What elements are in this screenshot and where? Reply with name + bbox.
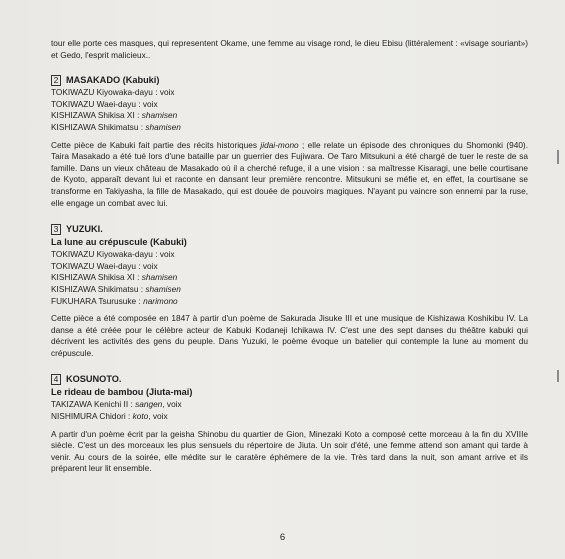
credit-line	[51, 411, 528, 423]
section-title: KOSUNOTO.	[66, 374, 122, 385]
performer-role: sangen	[135, 399, 163, 410]
section-masakado	[51, 74, 528, 209]
section-description	[51, 140, 528, 210]
performer-name: NISHIMURA Chidori :	[51, 411, 133, 422]
credits-list	[51, 399, 528, 422]
track-number-box: 3	[51, 224, 61, 235]
performer-name: TOKIWAZU Waei-dayu :	[51, 98, 143, 109]
performer-role: koto	[132, 411, 149, 422]
edge-mark	[557, 150, 559, 164]
credit-line	[51, 272, 528, 284]
section-heading	[51, 223, 528, 235]
credit-line	[51, 249, 528, 261]
section-description: A partir d'un poème écrit par la geisha Shinobu du quartier de Gion, Minezaki Koto a composé cette morceau à la fin du XVIIIe siècle. C'est un des morceaux les plus sensuels du répertoire de Jiuta. Un soir d'été, une femme attend son amant qui tarde à venir. Au cours de la soirée, elle médite sur le caratère éphémere de la vie. Très tard dans la nuit, son amant arrive et ils préparent leur lit ensemble.	[51, 428, 528, 474]
section-kosunoto	[51, 373, 528, 475]
edge-mark	[557, 370, 559, 382]
section-heading	[51, 74, 528, 86]
performer-role: voix	[159, 249, 175, 260]
section-title: YUZUKI.	[66, 224, 103, 235]
performer-role-suffix: , voix	[162, 399, 182, 410]
credit-line	[51, 110, 528, 122]
description-text: Cette pièce de Kabuki fait partie des récits historiques	[51, 139, 261, 150]
performer-role: shamisen	[141, 272, 178, 283]
intro-paragraph: tour elle porte ces masques, qui representent Okame, une femme au visage rond, le dieu Ebisu (littéralement : «visage souriant») et Gedo, l'esprit malicieux..	[51, 38, 528, 60]
section-subtitle: Le rideau de bambou (Jiuta-mai)	[51, 387, 193, 398]
section-description: Cette pièce a été composée en 1847 à partir d'un poème de Sakurada Jisuke III et une musique de Kishizawa Koshikibu IV. La danse a été créée pour le célèbre acteur de Kabuki Kodaneji Ichikawa IV. C'est une des sept danses du théâtre kabuki qui décrivent les activités des gens du peuple. Dans Yuzuki, le poème évoque un batelier qui contemple la lune au moment du crépuscule.	[51, 313, 528, 358]
track-number-box: 4	[51, 374, 61, 385]
page-edge-marks	[551, 90, 559, 490]
section-title: MASAKADO (Kabuki)	[66, 75, 160, 86]
section-heading	[51, 373, 528, 385]
credit-line	[51, 284, 528, 296]
performer-name: KISHIZAWA Shikimatsu :	[51, 283, 146, 294]
performer-role: voix	[159, 87, 175, 98]
section-yuzuki	[51, 223, 528, 359]
credit-line	[51, 99, 528, 111]
performer-role-suffix: , voix	[148, 411, 168, 422]
performer-role: narimono	[143, 295, 178, 306]
description-text: ; elle relate un épisode des chroniques du Shomonki (940). Taira Masakado a été tué lors d'une bataille par un guerrier des Fujiwara. Oe Taro Mitsukuni a été chargé de tuer le reste de sa famille. Dans un vieux château de Masakado où il a cherché refuge, il a une vision : sa maîtresse Kisaragi, une belle courtisane de Kyoto, apparaît devant lui et raconte en dansant leur première rencontre. Mitsukuni se méfie et, en effet, la courtisane se transforme en Takiyasha, la fille de Masakado, qui est douée de pouvoirs magiques. N'ayant pu vaincre son ennemi par la ruse, elle engage un combat avec lui.	[51, 139, 529, 208]
page-number: 6	[279, 532, 286, 543]
performer-role: shamisen	[145, 283, 181, 294]
page-content	[51, 38, 528, 489]
section-subtitle: La lune au crépuscule (Kabuki)	[51, 237, 187, 248]
performer-role: voix	[142, 260, 158, 271]
description-italic-term: jidai-mono	[260, 139, 299, 150]
performer-name: TOKIWAZU Kiyowaka-dayu :	[51, 87, 160, 98]
credits-list	[51, 87, 528, 133]
credits-list	[51, 249, 528, 307]
credit-line	[51, 296, 528, 308]
performer-role: voix	[142, 98, 158, 109]
performer-role: shamisen	[141, 110, 178, 121]
performer-role: shamisen	[145, 121, 181, 132]
performer-name: KISHIZAWA Shikisa XI :	[51, 110, 142, 121]
track-number-box: 2	[51, 75, 61, 86]
performer-name: KISHIZAWA Shikimatsu :	[51, 121, 146, 132]
credit-line	[51, 87, 528, 99]
performer-name: TAKIZAWA Kenichi II :	[51, 399, 136, 410]
credit-line	[51, 399, 528, 411]
performer-name: TOKIWAZU Kiyowaka-dayu :	[51, 249, 160, 260]
performer-name: TOKIWAZU Waei-dayu :	[51, 260, 143, 271]
credit-line	[51, 261, 528, 273]
performer-name: FUKUHARA Tsurusuke :	[51, 295, 144, 306]
credit-line	[51, 122, 528, 134]
performer-name: KISHIZAWA Shikisa XI :	[51, 272, 142, 283]
